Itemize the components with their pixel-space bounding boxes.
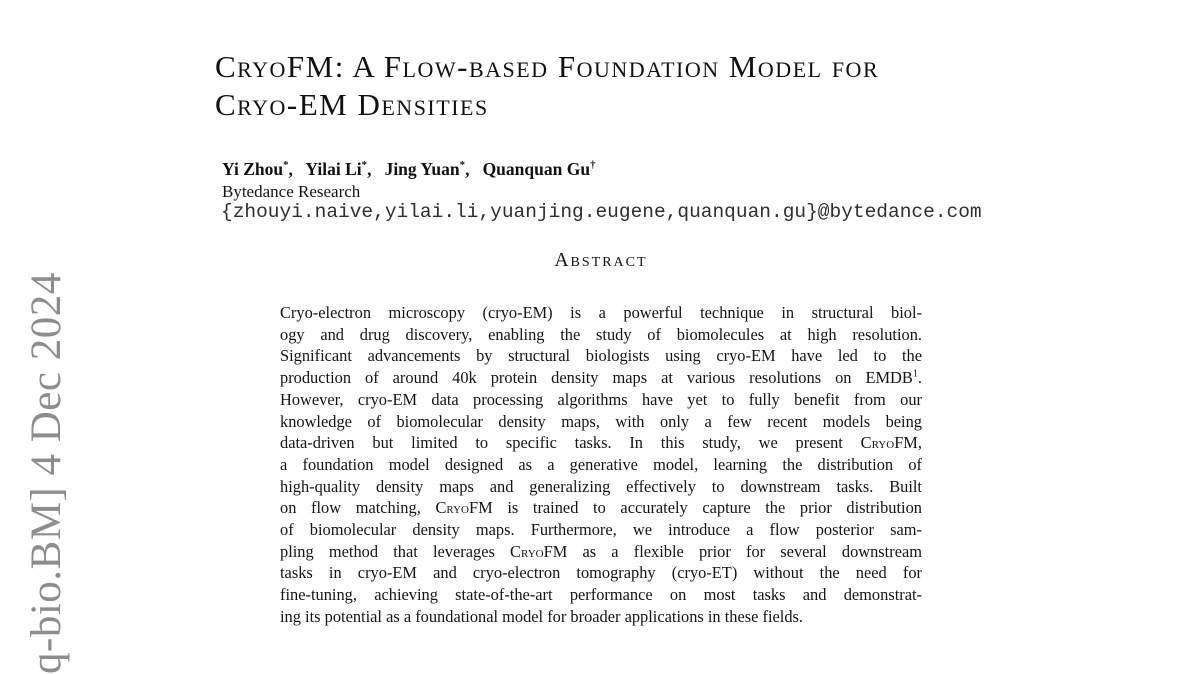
abstract-line: ogy and drug discovery, enabling the study of biomolecules at high resolution.: [280, 324, 922, 344]
abstract-line: fine-tuning, achieving state-of-the-art performance on most tasks and demonstrat-: [280, 585, 922, 605]
abstract-line: pling method that leverages CryoFM as a flexible prior for several downstream: [280, 541, 922, 561]
paper-title: [215, 48, 1035, 124]
abstract-line: data-driven but limited to specific tasks. In this study, we present CryoFM,: [280, 433, 922, 453]
email-line: {zhouyi.naive,yilai.li,yuanjing.eugene,quanquan.gu}@bytedance.com: [221, 201, 982, 223]
abstract-line: production of around 40k protein density maps at various resolutions on EMDB$^1$.: [280, 368, 922, 388]
paper-title-line-2: Cryo-EM Densities: [215, 87, 489, 122]
abstract-body: [280, 302, 922, 628]
text-line: Yi Zhou*, Yilai Li*, Jing Yuan*, Quanquan Gu†: [222, 159, 596, 179]
abstract-line: However, cryo-EM data processing algorithms have yet to fully benefit from our: [280, 389, 922, 409]
abstract-line: Cryo-electron microscopy (cryo-EM) is a powerful technique in structural biol-: [280, 303, 922, 322]
abstract-line: tasks in cryo-EM and cryo-electron tomography (cryo-ET) without the need for: [280, 563, 922, 583]
abstract-heading: Abstract: [554, 250, 648, 271]
abstract-line: a foundation model designed as a generative model, learning the distribution of: [280, 454, 922, 474]
abstract-line: ing its potential as a foundational model for broader applications in these fields.: [280, 606, 803, 626]
paper-title-line-1: CryoFM: A Flow-based Foundation Model for: [215, 49, 880, 84]
abstract-line: Significant advancements by structural biologists using cryo-EM have led to the: [280, 346, 922, 366]
abstract-line: of biomolecular density maps. Furthermore, we introduce a flow posterior sam-: [280, 520, 922, 540]
arxiv-watermark: q-bio.BM] 4 Dec 2024: [23, 272, 70, 674]
affiliation: Bytedance Research: [222, 182, 361, 201]
author-line: [222, 158, 595, 180]
abstract-line: high-quality density maps and generalizing effectively to downstream tasks. Built: [280, 476, 922, 496]
abstract-line: on flow matching, CryoFM is trained to accurately capture the prior distribution: [280, 498, 922, 518]
abstract-line: knowledge of biomolecular density maps, with only a few recent models being: [280, 411, 922, 431]
